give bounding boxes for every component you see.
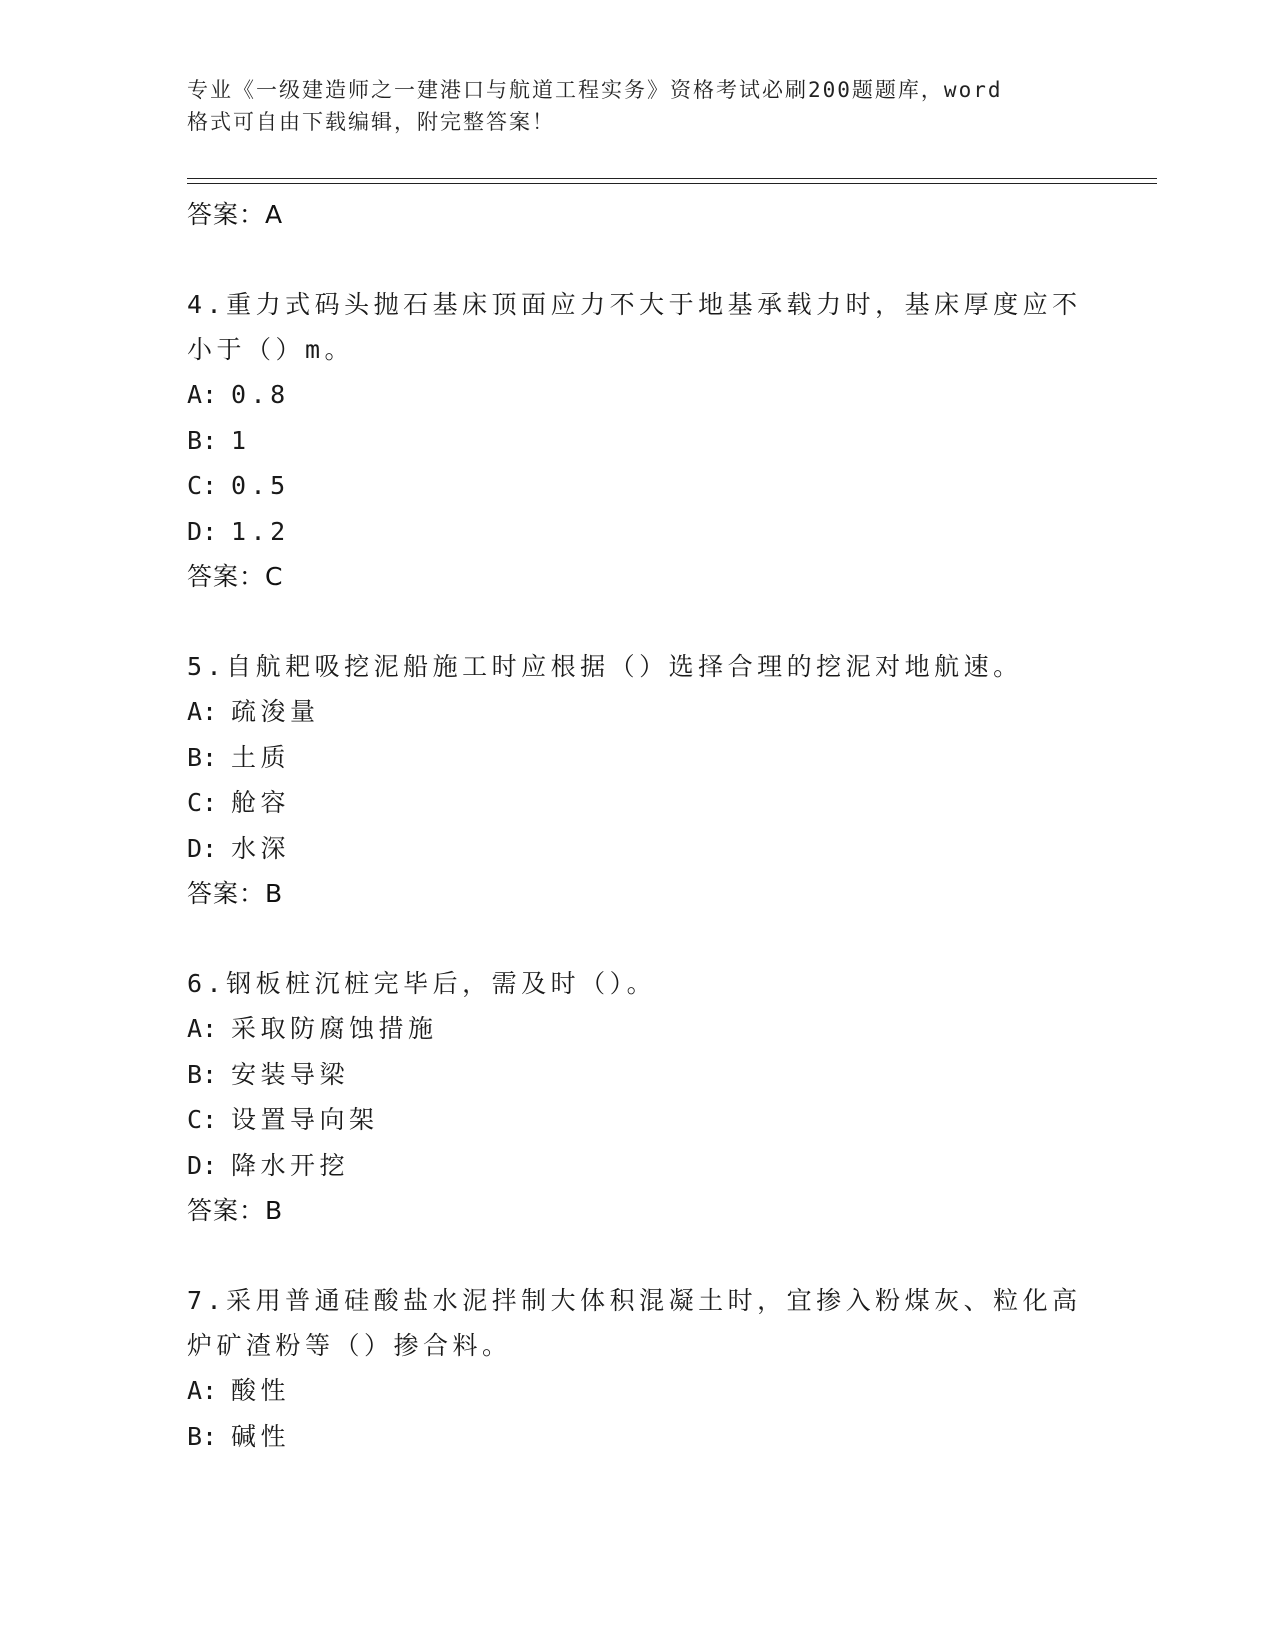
answer-line xyxy=(187,871,1087,917)
option-c xyxy=(187,463,1087,509)
question-stem xyxy=(187,644,1087,689)
answer-line xyxy=(187,192,1087,238)
option-text: 0.5 xyxy=(231,471,290,500)
option-text: 0.8 xyxy=(231,380,290,409)
question-stem xyxy=(187,961,1087,1006)
question-stem-line: 小于（）m。 xyxy=(187,335,355,364)
header-title-line-2: 格式可自由下载编辑，附完整答案！ xyxy=(187,110,555,134)
option-key: A: xyxy=(187,380,218,409)
option-text: 1.2 xyxy=(231,516,290,546)
answer-label: 答案： xyxy=(187,1196,266,1225)
option-a xyxy=(187,1006,1087,1052)
answer-label: 答案： xyxy=(187,562,266,591)
option-key: A: xyxy=(187,697,218,726)
option-text: 舱容 xyxy=(231,788,291,817)
question-stem xyxy=(187,282,1087,372)
option-text: 水深 xyxy=(231,833,291,863)
question-stem-line: 6.钢板桩沉桩完毕后，需及时（）。 xyxy=(187,969,657,998)
option-key: C: xyxy=(187,471,218,500)
option-a xyxy=(187,1368,1087,1414)
question-stem-line: 7.采用普通硅酸盐水泥拌制大体积混凝土时，宜掺入粉煤灰、粒化高 xyxy=(187,1286,1082,1315)
option-text: 酸性 xyxy=(231,1376,291,1405)
spacer xyxy=(187,917,1087,961)
option-text: 碱性 xyxy=(231,1421,291,1451)
option-text: 降水开挖 xyxy=(231,1150,350,1180)
option-a xyxy=(187,372,1087,418)
answer-value: B xyxy=(265,1196,284,1225)
option-a xyxy=(187,689,1087,735)
header-title-line-1: 专业《一级建造师之一建港口与航道工程实务》资格考试必刷200题题库，word xyxy=(187,78,1003,102)
option-key: A: xyxy=(187,1376,218,1405)
answer-value: A xyxy=(265,200,284,229)
document-body xyxy=(187,192,1087,1459)
option-key: B: xyxy=(187,425,218,455)
option-key: A: xyxy=(187,1014,218,1043)
question-stem-line: 4.重力式码头抛石基床顶面应力不大于地基承载力时，基床厚度应不 xyxy=(187,290,1082,319)
option-text: 1 xyxy=(231,425,251,455)
option-d xyxy=(187,1143,1087,1189)
option-key: D: xyxy=(187,1150,218,1180)
option-text: 土质 xyxy=(231,742,291,772)
option-b xyxy=(187,418,1087,464)
option-key: D: xyxy=(187,516,218,546)
option-key: B: xyxy=(187,742,218,772)
option-key: B: xyxy=(187,1421,218,1451)
spacer xyxy=(187,238,1087,282)
question-block xyxy=(187,961,1087,1234)
answer-value: B xyxy=(265,879,284,908)
question-stem-line: 炉矿渣粉等（）掺合料。 xyxy=(187,1331,512,1360)
question-block xyxy=(187,644,1087,917)
option-text: 安装导梁 xyxy=(231,1059,350,1089)
option-key: D: xyxy=(187,833,218,863)
header-divider xyxy=(187,178,1157,184)
answer-line xyxy=(187,554,1087,600)
option-key: B: xyxy=(187,1059,218,1089)
answer-value: C xyxy=(265,562,284,591)
question-stem xyxy=(187,1278,1087,1368)
option-b xyxy=(187,1052,1087,1098)
option-b xyxy=(187,735,1087,781)
option-b xyxy=(187,1414,1087,1460)
option-text: 疏浚量 xyxy=(231,697,320,726)
question-block xyxy=(187,282,1087,600)
page-header xyxy=(187,74,1067,138)
option-text: 设置导向架 xyxy=(231,1105,379,1134)
spacer xyxy=(187,1234,1087,1278)
answer-label: 答案： xyxy=(187,200,266,229)
option-key: C: xyxy=(187,788,218,817)
option-text: 采取防腐蚀措施 xyxy=(231,1014,438,1043)
option-c xyxy=(187,780,1087,826)
question-block xyxy=(187,1278,1087,1459)
option-d xyxy=(187,509,1087,555)
option-key: C: xyxy=(187,1105,218,1134)
answer-label: 答案： xyxy=(187,879,266,908)
option-d xyxy=(187,826,1087,872)
spacer xyxy=(187,600,1087,644)
answer-line xyxy=(187,1188,1087,1234)
option-c xyxy=(187,1097,1087,1143)
question-stem-line: 5.自航耙吸挖泥船施工时应根据（）选择合理的挖泥对地航速。 xyxy=(187,652,1023,681)
